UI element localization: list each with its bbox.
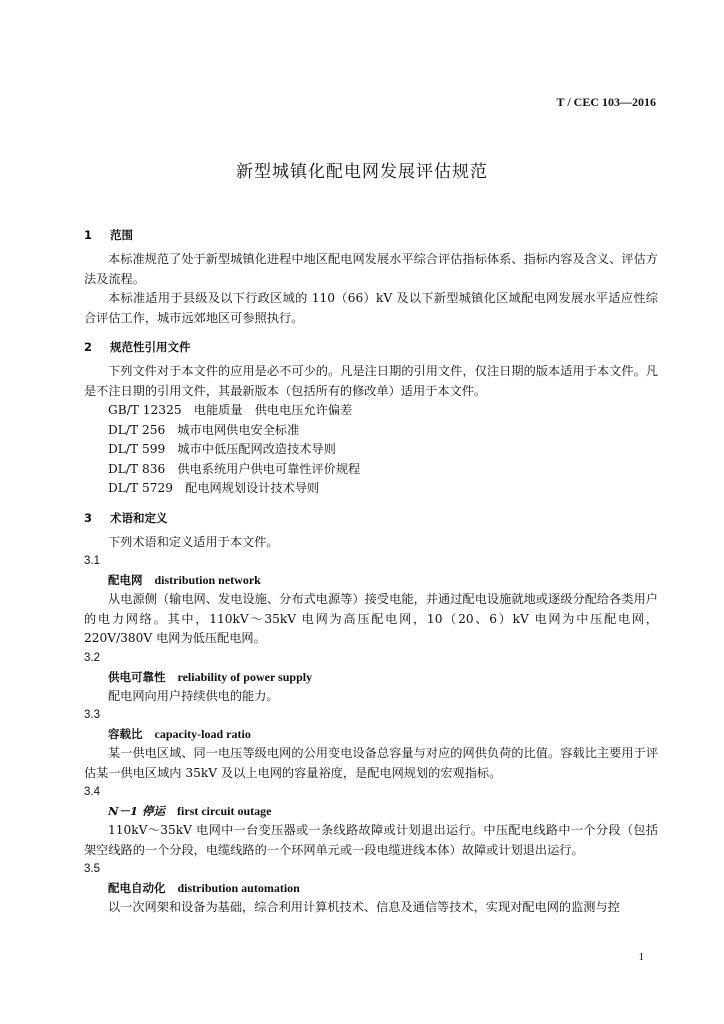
reference-item: GB/T 12325 电能质量 供电电压允许偏差: [108, 403, 353, 417]
term-heading: [84, 725, 658, 744]
term-number: 3.3: [84, 709, 100, 721]
term-heading: [84, 802, 658, 821]
paragraph: 下列术语和定义适用于本文件。: [108, 534, 279, 549]
reference-item: DL/T 836 供电系统用户供电可靠性评价规程: [108, 461, 361, 476]
page-number: 1: [638, 951, 644, 963]
section-3-heading: [84, 507, 658, 529]
section-number: 1: [84, 228, 93, 242]
term-number: 3.2: [84, 651, 100, 664]
term-number: 3.1: [84, 555, 100, 567]
term-definition: 从电源侧（输电网、发电设施、分布式电源等）接受电能，并通过配电设施就地或逐级分配给各类用户的电力网络。其中，110kV～35kV 电网为高压配电网，10（20、6）kV 电网为中压配电网，220V/380V 电网为低压配电网。: [84, 592, 658, 645]
term-definition: 某一供电区域、同一电压等级电网的公用变电设备总容量与对应的网供负荷的比值。容载比主要用于评估某一供电区域内 35kV 及以上电网的容量裕度，是配电网规划的宏观指标。: [84, 746, 658, 780]
term-definition: 以一次网架和设备为基础，综合利用计算机技术、信息及通信等技术，实现对配电网的监测与控: [108, 900, 620, 914]
section-1-heading: [84, 224, 658, 246]
term-cn: 供电可靠性: [108, 669, 166, 684]
paragraph: 下列文件对于本文件的应用是必不可少的。凡是注日期的引用文件，仅注日期的版本适用于本文件。凡是不注日期的引用文件，其最新版本（包括所有的修改单）适用于本文件。: [84, 364, 658, 398]
reference-item: DL/T 5729 配电网规划设计技术导则: [108, 481, 320, 495]
document-code: T / CEC 103—2016: [556, 95, 656, 109]
term-cn: 配电自动化: [108, 881, 166, 895]
document-body: [84, 224, 658, 918]
term-number: 3.4: [84, 786, 100, 798]
section-title: 规范性引用文件: [110, 340, 191, 354]
term-en: first circuit outage: [177, 804, 272, 818]
section-title: 术语和定义: [110, 510, 168, 525]
term-number: 3.5: [84, 863, 100, 875]
section-number: 2: [84, 340, 93, 354]
section-title: 范围: [110, 228, 133, 242]
paragraph: 本标准适用于县级及以下行政区域的 110（66）kV 及以下新型城镇化区域配电网发展水平适应性综合评估工作，城市远郊地区可参照执行。: [84, 291, 658, 325]
paragraph: 本标准规范了处于新型城镇化进程中地区配电网发展水平综合评估指标体系、指标内容及含义、评估方法及流程。: [84, 252, 658, 286]
term-cn: 配电网: [108, 573, 143, 587]
section-2-heading: [84, 336, 658, 358]
reference-item: DL/T 599 城市中低压配网改造技术导则: [108, 442, 336, 456]
term-heading: [84, 571, 658, 590]
term-en: reliability of power supply: [177, 669, 313, 684]
term-definition: 配电网向用户持续供电的能力。: [108, 688, 279, 703]
section-number: 3: [84, 510, 93, 525]
term-heading: [84, 668, 658, 687]
term-definition: 110kV～35kV 电网中一台变压器或一条线路故障或计划退出运行。中压配电线路中一个分段（包括架空线路的一个分段，电缆线路的一个环网单元或一段电缆进线本体）故障或计划退出运行。: [84, 823, 658, 857]
reference-item: DL/T 256 城市电网供电安全标准: [108, 422, 300, 437]
term-en: distribution network: [154, 573, 261, 587]
term-cn: 容载比: [108, 727, 143, 741]
term-cn: N－1 停运: [108, 804, 166, 818]
term-en: capacity-load ratio: [154, 727, 251, 741]
term-en: distribution automation: [177, 881, 300, 895]
document-title: 新型城镇化配电网发展评估规范: [236, 162, 488, 182]
term-heading: [84, 879, 658, 898]
